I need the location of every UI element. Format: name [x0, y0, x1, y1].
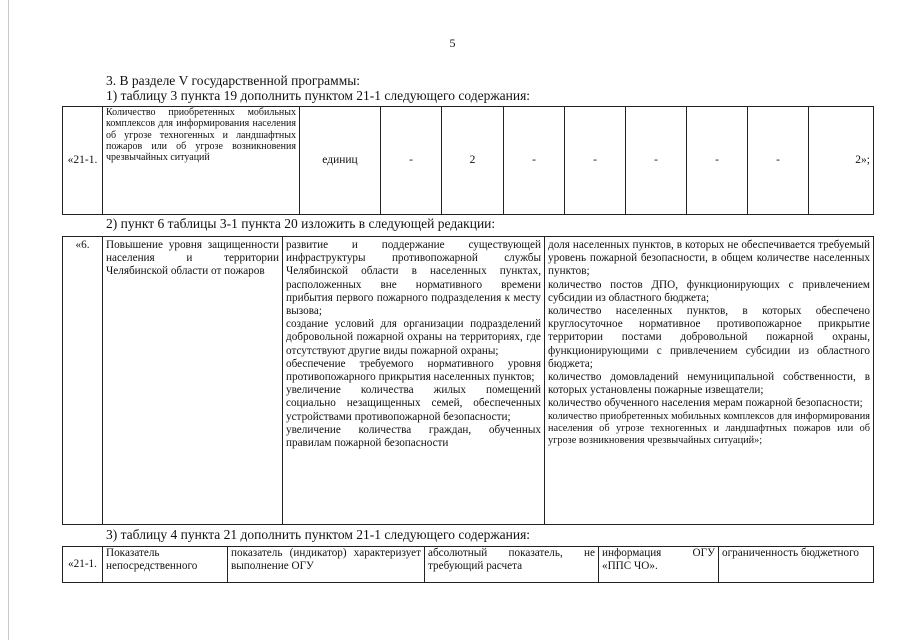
indicator-item: количество приобретенных мобильных комплексов для информирования населения об угрозе техногенных и ландшафтных пожаров или об угрозе возникновения чрезвычайных ситуаций»;: [548, 410, 870, 447]
cell-description-text: показатель (индикатор) характеризует выполнение ОГУ: [231, 547, 421, 573]
value-cell: -: [381, 107, 442, 215]
cell-indicator: Показатель непосредственного: [103, 547, 228, 583]
section-heading: 3. В разделе V государственной программы:: [106, 73, 361, 88]
row-number: «6.: [63, 237, 103, 525]
indicator-item: доля населенных пунктов, в которых не обеспечивается требуемый уровень пожарной безопасности, в общем количестве населенных пунктов;: [548, 239, 870, 278]
indicator-item: количество обученного населения мерам пожарной безопасности;: [548, 397, 863, 410]
cell-calculation-text: абсолютный показатель, не требующий расчета: [428, 547, 595, 573]
cell-limitation: ограниченность бюджетного: [719, 547, 874, 583]
measure-item: обеспечение требуемого нормативного уровня противопожарного прикрытия населенных пунктов;: [286, 357, 541, 384]
value-cell: 2: [442, 107, 504, 215]
task-text: Повышение уровня защищенности населения и территории Челябинской области от пожаров: [106, 239, 279, 278]
item-3-text: 3) таблицу 4 пункта 21 дополнить пунктом 21-1 следующего содержания:: [106, 527, 531, 542]
item-1-text: 1) таблицу 3 пункта 19 дополнить пунктом 21-1 следующего содержания:: [106, 88, 531, 103]
page-number: 5: [449, 36, 456, 50]
value-cell: -: [748, 107, 809, 215]
indicator-item: количество постов ДПО, функционирующих с привлечением субсидии из областного бюджета;: [548, 278, 870, 304]
table-3-1-item-6: [62, 236, 874, 525]
measure-item: увеличение количества граждан, обученных правилам пожарной безопасности: [286, 423, 541, 450]
unit-cell: единиц: [300, 107, 381, 215]
value-cell-total: 2»;: [809, 107, 874, 215]
table-3-addition: [62, 106, 874, 215]
indicators-cell: [545, 237, 874, 525]
cell-description: [228, 547, 425, 583]
indicator-item: количество населенных пунктов, в которых обеспечено круглосуточное нормативное противопожарное прикрытие территории постами добровольной пожарной охраны, функционирующими с привлечением субсидии из областного бюджета;: [548, 305, 870, 370]
indicator-item: количество домовладений немуниципальной собственности, в которых установлены пожарные извещатели;: [548, 371, 870, 397]
cell-source-text: информация ОГУ «ППС ЧО».: [602, 547, 715, 573]
row-number: «21-1.: [63, 107, 103, 215]
value-cell: -: [565, 107, 626, 215]
measure-item: увеличение количества жилых помещений социально незащищенных семей, обеспеченных устройствами противопожарной безопасности;: [286, 384, 541, 423]
table-4-addition: [62, 546, 874, 583]
value-cell: -: [504, 107, 565, 215]
indicator-name: [103, 107, 300, 215]
item-2-text: 2) пункт 6 таблицы 3-1 пункта 20 изложить в следующей редакции:: [106, 216, 496, 231]
page-left-edge: [8, 0, 9, 640]
measures-cell: [283, 237, 545, 525]
indicator-name-text: Количество приобретенных мобильных комплексов для информирования населения об угрозе техногенных и ландшафтных пожаров или об угрозе возникновения чрезвычайных ситуаций: [106, 107, 296, 164]
cell-source: [599, 547, 719, 583]
value-cell: -: [626, 107, 687, 215]
task-cell: [103, 237, 283, 525]
measure-item: развитие и поддержание существующей инфраструктуры противопожарной службы Челябинской области в населенных пунктах, расположенных вне нормативного времени прибытия первого пожарного подразделения к месту вызова;: [286, 239, 541, 318]
row-number: «21-1.: [63, 547, 103, 583]
cell-calculation: [425, 547, 599, 583]
value-cell: -: [687, 107, 748, 215]
measure-item: создание условий для организации подразделений добровольной пожарной охраны на территориях, где отсутствуют другие виды пожарной охраны;: [286, 318, 541, 357]
